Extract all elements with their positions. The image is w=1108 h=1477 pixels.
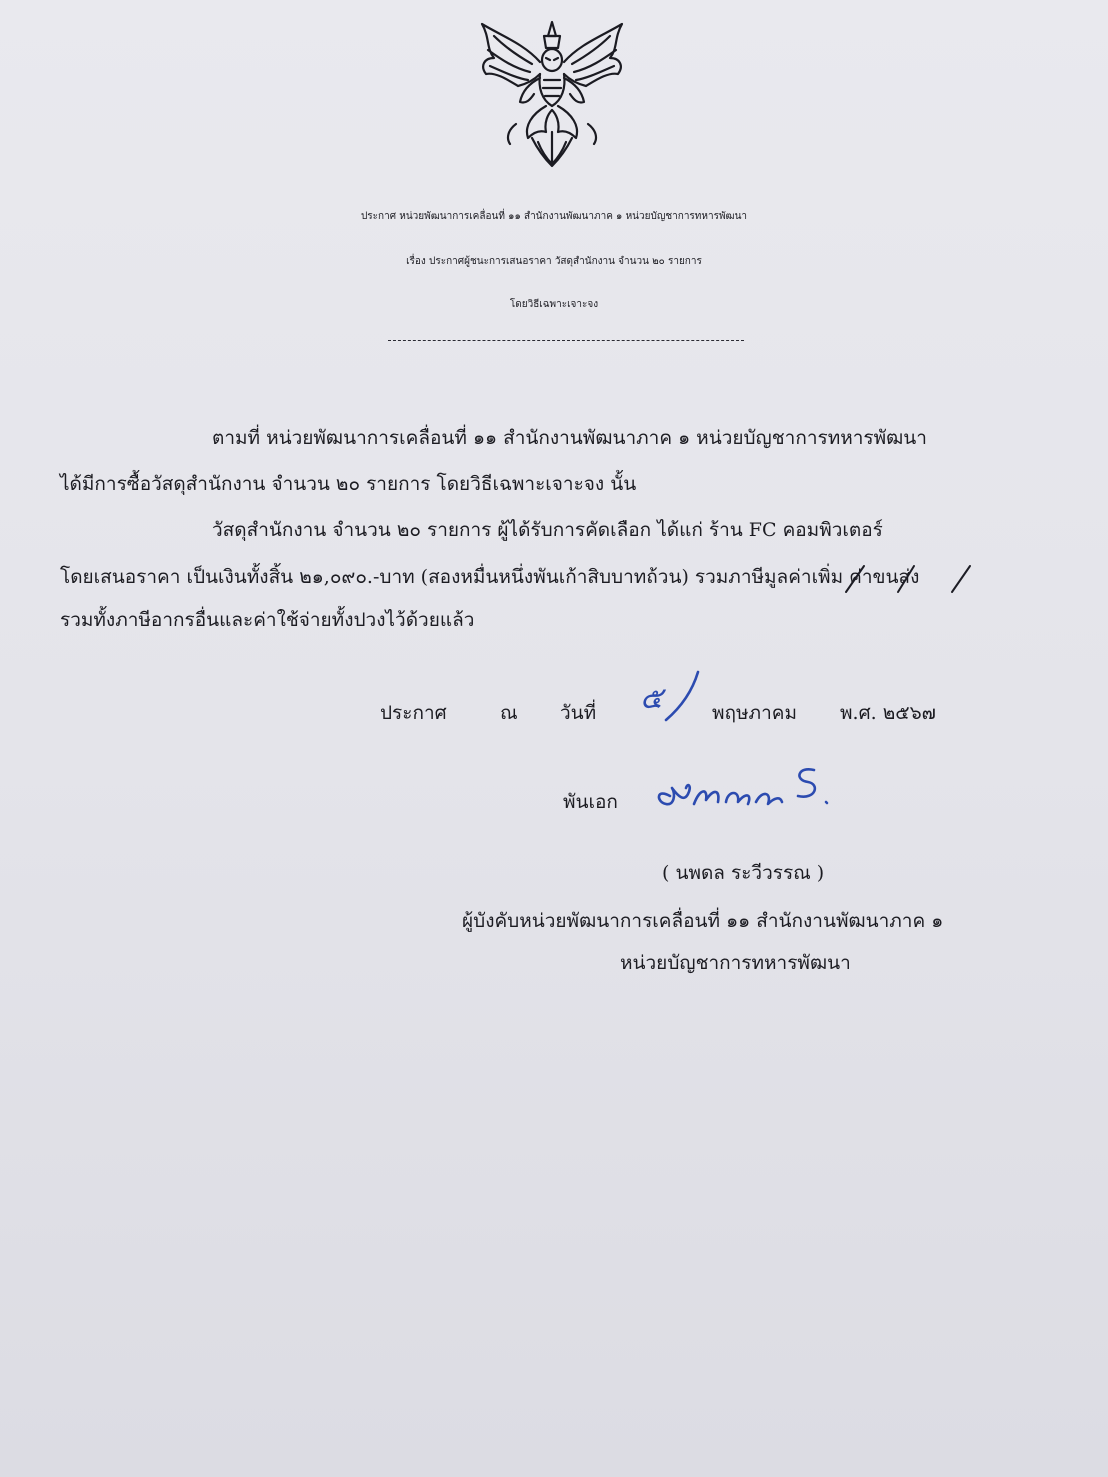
separator-line	[388, 340, 744, 341]
date-day-handwritten: ๕	[640, 681, 663, 716]
header-line-1: ประกาศ หน่วยพัฒนาการเคลื่อนที่ ๑๑ สำนักงานพัฒนาภาค ๑ หน่วยบัญชาการทหารพัฒนา	[360, 211, 748, 222]
signatory-position-1: ผู้บังคับหน่วยพัฒนาการเคลื่อนที่ ๑๑ สำนักงานพัฒนาภาค ๑	[462, 910, 944, 932]
paragraph-1-line-1: ตามที่ หน่วยพัฒนาการเคลื่อนที่ ๑๑ สำนักงานพัฒนาภาค ๑ หน่วยบัญชาการทหารพัฒนา	[212, 427, 927, 449]
signature-rank: พันเอก	[563, 791, 618, 813]
date-year: พ.ศ. ๒๕๖๗	[840, 702, 936, 724]
date-at: ณ	[500, 702, 518, 724]
date-label: ประกาศ	[380, 702, 447, 724]
header-method: โดยวิธีเฉพาะเจาะจง	[509, 299, 599, 310]
paragraph-2-line-2: โดยเสนอราคา เป็นเงินทั้งสิ้น ๒๑,๐๙๐.-บาท (สองหมื่นหนึ่งพันเก้าสิบบาทถ้วน) รวมภาษีมูลค่าเพิ่ม ค่าขนส่ง	[60, 566, 920, 588]
signatory-name: ( นพดล ระวีวรรณ )	[662, 862, 825, 884]
handwritten-signature	[648, 758, 848, 818]
date-month: พฤษภาคม	[712, 702, 797, 724]
header-subject: เรื่อง ประกาศผู้ชนะการเสนอราคา วัสดุสำนักงาน จำนวน ๒๐ รายการ	[406, 256, 702, 267]
strike-marks	[840, 562, 990, 596]
date-day-pen-stroke	[636, 668, 706, 726]
garuda-emblem-icon	[472, 14, 632, 172]
signatory-position-2: หน่วยบัญชาการทหารพัฒนา	[620, 952, 851, 974]
paragraph-2-line-3: รวมทั้งภาษีอากรอื่นและค่าใช้จ่ายทั้งปวงไว้ด้วยแล้ว	[60, 609, 475, 631]
paragraph-2-line-1: วัสดุสำนักงาน จำนวน ๒๐ รายการ ผู้ได้รับการคัดเลือก ได้แก่ ร้าน FC คอมพิวเตอร์	[212, 519, 883, 541]
date-day-label: วันที่	[560, 702, 597, 724]
paragraph-1-line-2: ได้มีการซื้อวัสดุสำนักงาน จำนวน ๒๐ รายการ โดยวิธีเฉพาะเจาะจง นั้น	[60, 473, 637, 495]
